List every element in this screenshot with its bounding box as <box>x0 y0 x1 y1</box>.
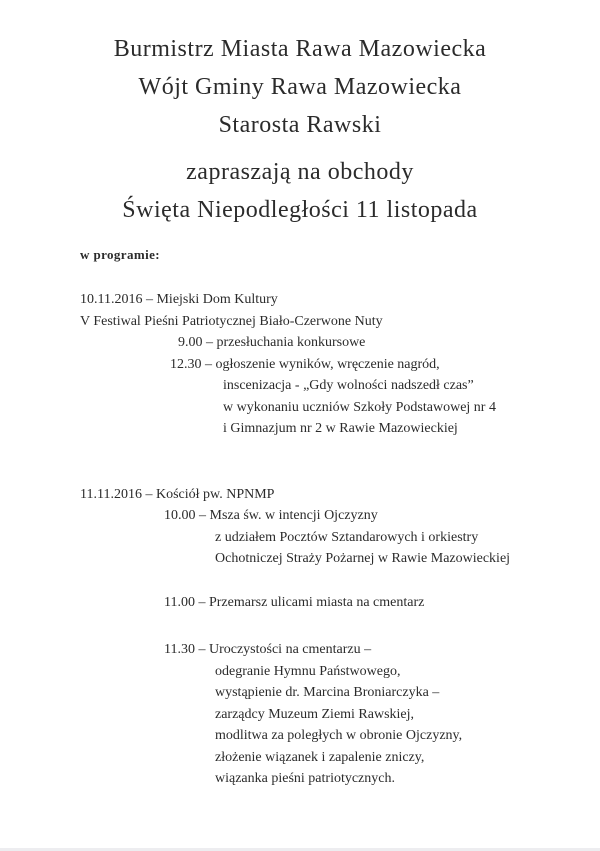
document-header <box>0 0 600 229</box>
day1-item-1230-cont-1: inscenizacja - „Gdy wolności nadszedł czas” <box>223 378 474 393</box>
day1-item-1230-cont-3: i Gimnazjum nr 2 w Rawie Mazowieckiej <box>223 421 458 436</box>
day1-subheading: V Festiwal Pieśni Patriotycznej Biało-Czerwone Nuty <box>80 313 383 329</box>
day2-item-1130-cont-1: odegranie Hymnu Państwowego, <box>215 663 401 679</box>
day2-item-1130-cont-6: wiązanka pieśni patriotycznych. <box>215 771 395 786</box>
day2-item-1100: 11.00 – Przemarsz ulicami miasta na cmentarz <box>164 594 425 610</box>
program-section-day1 <box>80 289 560 440</box>
organizer-line-commune-head: Wójt Gminy Rawa Mazowiecka <box>138 74 462 100</box>
organizer-line-mayor: Burmistrz Miasta Rawa Mazowiecka <box>113 36 487 62</box>
day1-item-900: 9.00 – przesłuchania konkursowe <box>178 335 366 350</box>
organizer-line-starost: Starosta Rawski <box>218 112 382 138</box>
day1-item-1230: 12.30 – ogłoszenie wyników, wręczenie nagród, <box>170 356 440 372</box>
day2-heading: 11.11.2016 – Kościół pw. NPNMP <box>80 486 275 502</box>
day1-heading: 10.11.2016 – Miejski Dom Kultury <box>80 292 278 307</box>
day2-item-1130-cont-2: wystąpienie dr. Marcina Broniarczyka – <box>215 685 440 700</box>
day1-item-1230-cont-2: w wykonaniu uczniów Szkoły Podstawowej nr 4 <box>223 399 496 415</box>
day2-item-1000-cont-1: z udziałem Pocztów Sztandarowych i orkiestry <box>215 529 479 545</box>
day2-item-1130-cont-4: modlitwa za poległych w obronie Ojczyzny, <box>215 728 463 743</box>
day2-item-1130: 11.30 – Uroczystości na cmentarzu – <box>164 642 372 657</box>
program-label: w programie: <box>80 247 161 262</box>
invitation-line: zapraszają na obchody <box>186 159 414 185</box>
day2-item-1000: 10.00 – Msza św. w intencji Ojczyzny <box>164 508 378 523</box>
day2-item-1130-cont-5: złożenie wiązanek i zapalenie zniczy, <box>215 749 425 765</box>
day2-item-1130-cont-3: zarządcy Muzeum Ziemi Rawskiej, <box>215 706 415 722</box>
event-title-line: Święta Niepodległości 11 listopada <box>122 197 478 223</box>
day2-item-1000-cont-2: Ochotniczej Straży Pożarnej w Rawie Mazowieckiej <box>215 551 511 566</box>
program-section-day2 <box>80 484 560 790</box>
